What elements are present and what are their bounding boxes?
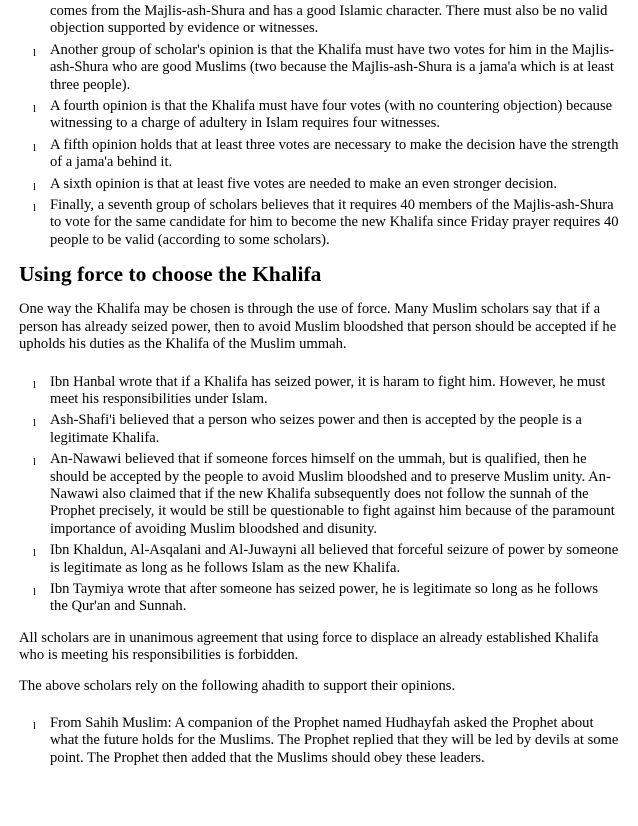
section-heading: Using force to choose the Khalifa (19, 262, 322, 287)
continued-bullet-text: comes from the Majlis-ash-Shura and has a good Islamic character. There must also be no valid objection supported by evidence or witnesses. (50, 3, 608, 37)
bullet-icon: l (33, 180, 37, 193)
list-item-text: Ash-Shafi'i believed that a person who seizes power and then is accepted by the people is a legitimate Khalifa. (50, 412, 582, 446)
list-item-text: A fourth opinion is that the Khalifa must have four votes (with no countering objection) because witnessing to a charge of adultery in Islam requires four witnesses. (50, 98, 613, 132)
bullet-icon: l (33, 103, 37, 116)
list-item (19, 451, 619, 538)
shura-opinions-list (19, 42, 619, 249)
bullet-icon: l (33, 456, 37, 469)
intro-paragraph: One way the Khalifa may be chosen is through the use of force. Many Muslim scholars say that if a person has already seized power, then to avoid Muslim bloodshed that person should be accepted if he upholds his duties as the Khalifa of the Muslim ummah. (19, 301, 617, 353)
list-item (19, 581, 619, 616)
list-item-text: An-Nawawi believed that if someone forces himself on the ummah, but is qualified, then he should be accepted by the people to avoid Muslim bloodshed and to preserve Muslim unity. An-Nawawi also claimed that if the new Khalifa subsequently does not follow the sunnah of the Prophet precisely, it would be still be questionable to fight against him because of the paramount importance of avoiding Muslim bloodshed and disunity. (50, 451, 615, 537)
list-item-text: A fifth opinion holds that at least three votes are necessary to make the decision have the strength of a jama'a behind it. (50, 136, 619, 171)
bullet-icon: l (33, 720, 37, 732)
bullet-icon: l (33, 46, 37, 59)
list-item (19, 412, 619, 447)
list-item-text: Ibn Khaldun, Al-Asqalani and Al-Juwayni all believed that forceful seizure of power by someone is legitimate as long as he follows Islam as the new Khalifa. (50, 542, 619, 576)
bullet-icon: l (33, 547, 37, 560)
list-item (19, 197, 619, 249)
list-item-text: From Sahih Muslim: A companion of the Prophet named Hudhayfah asked the Prophet about what the future holds for the Muslims. The Prophet replied that they will be led by devils at some point. The Prophet then added that the Muslims should obey these leaders. (50, 715, 619, 766)
list-item (19, 98, 619, 133)
bullet-icon: l (33, 417, 37, 430)
list-item (19, 42, 619, 94)
bullet-icon: l (33, 378, 37, 391)
list-item-text: Ibn Hanbal wrote that if a Khalifa has seized power, it is haram to fight him. However, he must meet his responsibilities under Islam. (50, 373, 606, 407)
list-item (19, 542, 619, 577)
bullet-icon: l (33, 585, 37, 598)
list-item (19, 374, 619, 409)
list-item (19, 715, 619, 767)
unanimous-paragraph: All scholars are in unanimous agreement that using force to displace an already established Khalifa who is meeting his responsibilities is forbidden. (19, 629, 599, 664)
ahadith-list (19, 715, 619, 767)
list-item-text: Finally, a seventh group of scholars believes that it requires 40 members of the Majlis-ash-Shura to vote for the same candidate for him to become the new Khalifa since Friday prayer requires 40 people to be valid (according to some scholars). (50, 197, 619, 248)
list-item-text: Another group of scholar's opinion is that the Khalifa must have two votes for him in the Majlis-ash-Shura who are good Muslims (two because the Majlis-ash-Shura is a jama'a which is at least three people). (50, 41, 614, 93)
ahadith-intro-paragraph: The above scholars rely on the following ahadith to support their opinions. (19, 677, 456, 694)
bullet-icon: l (33, 141, 37, 154)
list-item (19, 176, 619, 193)
bullet-icon: l (33, 202, 37, 215)
list-item-text: A sixth opinion is that at least five votes are needed to make an even stronger decision. (50, 175, 557, 192)
list-item-text: Ibn Taymiya wrote that after someone has seized power, he is legitimate so long as he follows the Qur'an and Sunnah. (50, 580, 599, 615)
list-item (19, 137, 619, 172)
force-opinions-list (19, 374, 619, 616)
